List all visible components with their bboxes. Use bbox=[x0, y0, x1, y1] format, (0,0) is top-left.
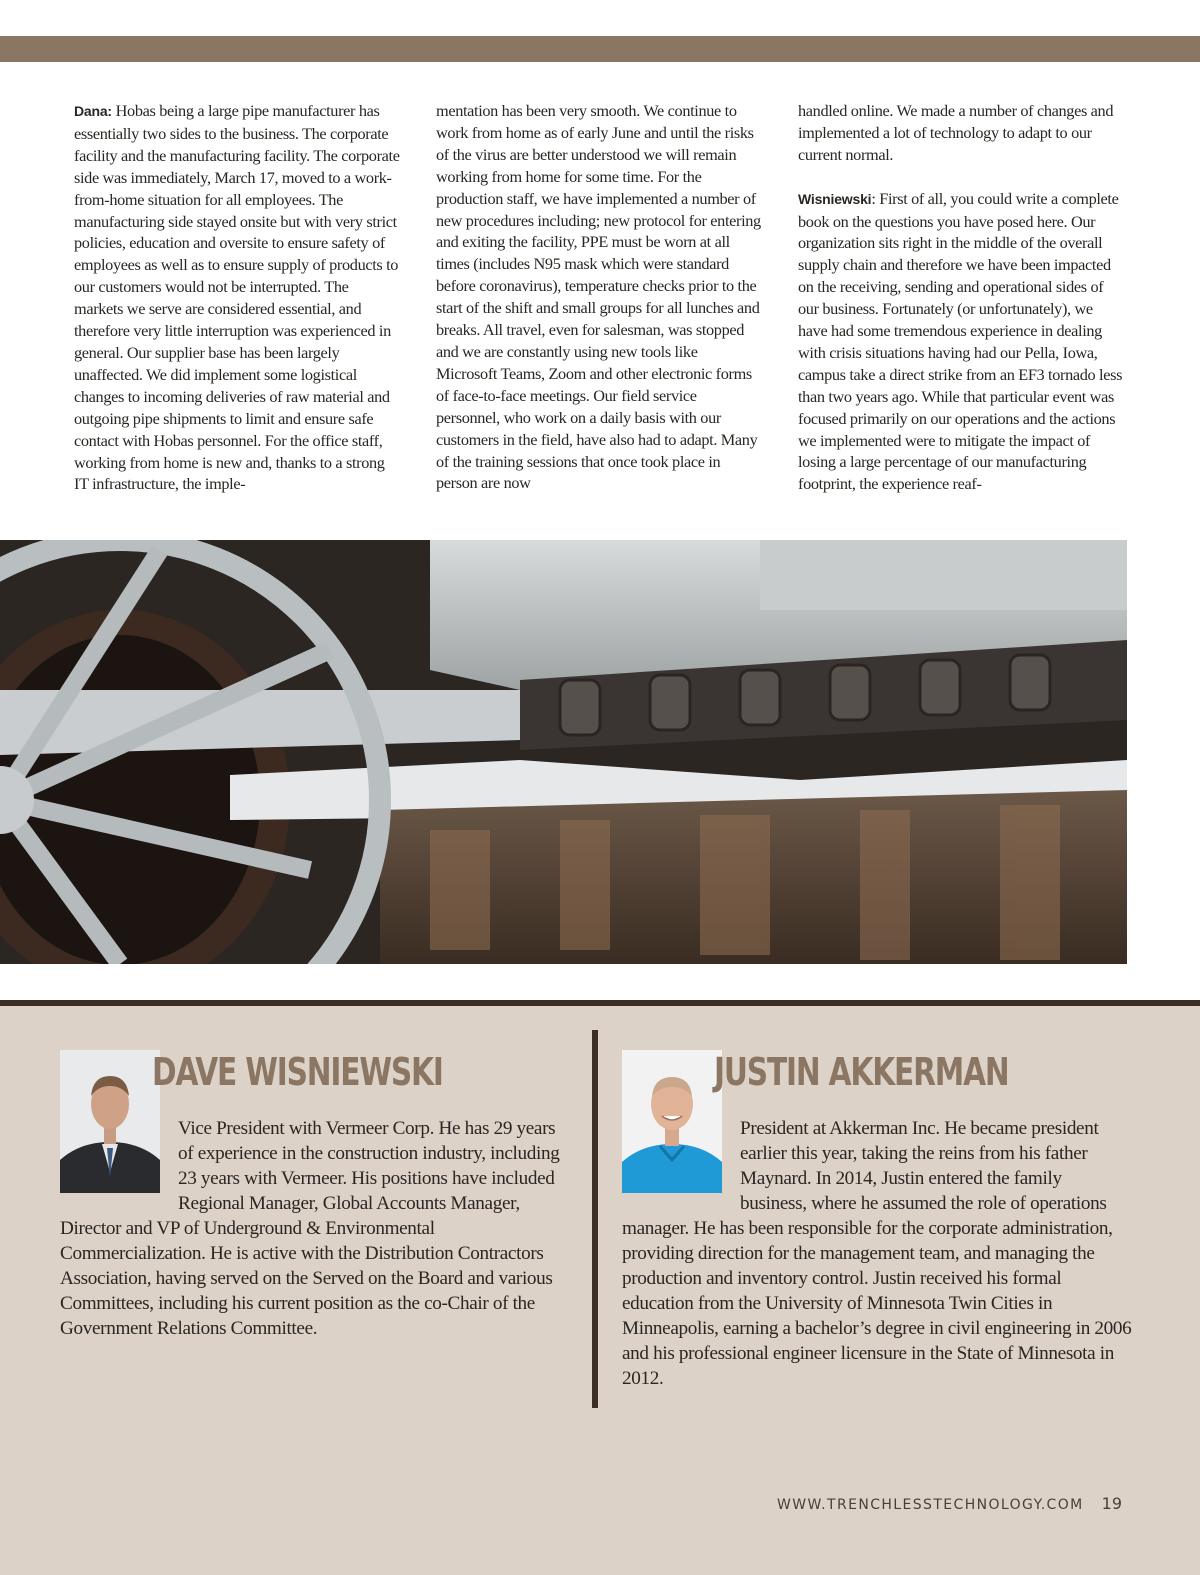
bio-dave-wisniewski bbox=[60, 1050, 570, 1341]
paragraph-text: Hobas being a large pipe manufacturer has essentially two sides to the business. The corporate facility and the manufacturing facility. The corporate side was immediately, March 17, moved to a work-from-home situation for all employees. The manufacturing side stayed onsite but with very strict policies, education and oversite to ensure safety of employees as well as to ensure supply of products to our customers would not be interrupted. The markets we serve are considered essential, and therefore very little interruption was experienced in general. Our supplier base has been largely unaffected. We did implement some logistical changes to incoming deliveries of raw material and outgoing pipe shipments to limit and ensure safe contact with Hobas personnel. For the office staff, working from home is new and, thanks to a strong IT infrastructure, the imple- bbox=[74, 101, 400, 494]
top-accent-bar bbox=[0, 36, 1200, 62]
pipe-machine-photo bbox=[0, 540, 1127, 964]
paragraph-text: mentation has been very smooth. We continue to work from home as of early June and until the risks of the virus are better understood we will remain working from home for some time. For the production staff, we have implemented a number of new procedures including; new protocol for entering and exiting the facility, PPE must be worn at all times (includes N95 mask which were standard before coronavirus), temperature checks prior to the start of the shift and small groups for all lunches and breaks. All travel, even for salesman, was stopped and we are constantly using new tools like Microsoft Teams, Zoom and other electronic forms of face-to-face meetings. Our field service personnel, who work on a daily basis with our customers in the field, have also had to adapt. Many of the training sessions that once took place in person are now bbox=[436, 101, 761, 493]
paragraph-text: handled online. We made a number of changes and implemented a lot of technology to adapt to our current normal. bbox=[798, 101, 1114, 164]
paragraph-dana bbox=[74, 100, 400, 495]
bio-text: President at Akkerman Inc. He became president earlier this year, taking the reins from his father Maynard. In 2014, Justin entered the family business, where he assumed the role of operations manager. He has been responsible for the corporate administration, providing direction for the management team, and managing the production and inventory control. Justin received his formal education from the University of Minnesota Twin Cities in Minneapolis, earning a bachelor’s degree in civil engineering in 2006 and his professional engineer licensure in the State of Minnesota in 2012. bbox=[622, 1118, 1132, 1389]
paragraph-wisniewski bbox=[798, 188, 1124, 496]
bio-divider bbox=[592, 1030, 598, 1408]
article-column-2 bbox=[436, 100, 762, 516]
bio-name: JUSTIN AKKERMAN bbox=[714, 1050, 1009, 1094]
page-footer bbox=[777, 1494, 1122, 1513]
article-column-3 bbox=[798, 100, 1124, 517]
speaker-label: Dana: bbox=[74, 103, 112, 119]
speaker-label: Wisniewski bbox=[798, 190, 872, 207]
website-url: WWW.TRENCHLESSTECHNOLOGY.COM bbox=[777, 1497, 1084, 1513]
bio-justin-akkerman bbox=[622, 1050, 1132, 1391]
bio-text: Vice President with Vermeer Corp. He has 29 years of experience in the construction industry, including 23 years with Vermeer. His positions have included Regional Manager, Global Accounts Manager, Director and VP of Underground & Environmental Commercialization. He is active with the Distribution Contractors Association, having served on the Served on the Board and various Committees, including his current position as the co-Chair of the Government Relations Committee. bbox=[60, 1118, 560, 1339]
article-column-1 bbox=[74, 100, 400, 517]
paragraph-text: : First of all, you could write a complete book on the questions you have posed here. Our organization sits right in the middle of the overall supply chain and therefore we have been impacted on the receiving, sending and operational sides of our business. Fortunately (or unfortunately), we have had some tremendous experience in dealing with crisis situations having had our Pella, Iowa, campus take a direct strike from an EF3 tornado less than two years ago. While that particular event was focused primarily on our operations and the actions we implemented were to mitigate the impact of losing a large percentage of our manufacturing footprint, the experience reaf- bbox=[798, 188, 1123, 494]
bio-name: DAVE WISNIEWSKI bbox=[152, 1050, 443, 1094]
page-number: 19 bbox=[1101, 1494, 1122, 1513]
